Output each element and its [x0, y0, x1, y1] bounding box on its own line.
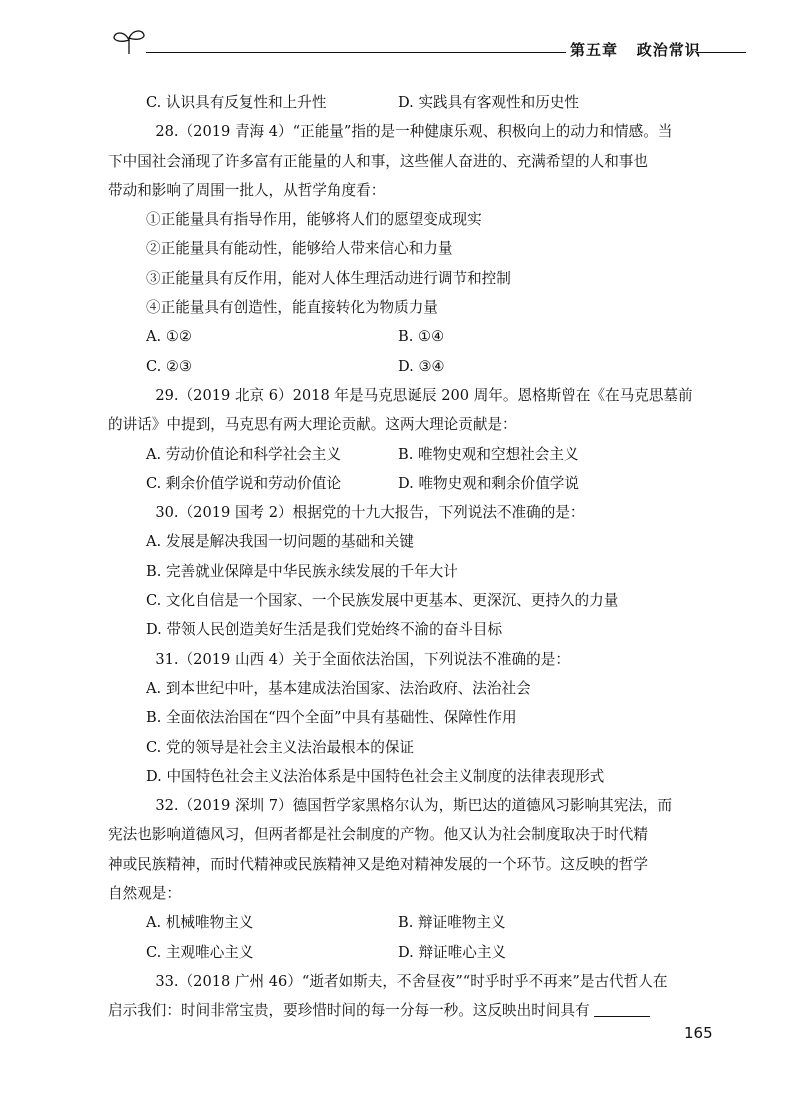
- question-32-line: 自然观是：: [108, 885, 181, 903]
- answer-blank: [594, 998, 650, 1017]
- question-28-line: 下中国社会涌现了许多富有正能量的人和事，这些催人奋进的、充满希望的人和事也: [108, 152, 648, 170]
- question-33-line: 33.（2018 广州 46）“逝者如斯夫，不舍昼夜”“时乎时乎不再来”是古代哲人在: [155, 972, 668, 990]
- option-a: A. 机械唯物主义: [146, 914, 254, 932]
- question-33-text: 启示我们：时间非常宝贵，要珍惜时间的每一分每一秒。这反映出时间具有: [108, 1002, 590, 1020]
- option-c: C. 剩余价值学说和劳动价值论: [146, 474, 342, 492]
- options-row: [146, 938, 694, 967]
- question-32-line: 神或民族精神，而时代精神或民族精神又是绝对精神发展的一个环节。这反映的哲学: [108, 855, 648, 873]
- question-29-line: 29.（2019 北京 6）2018 年是马克思诞辰 200 周年。恩格斯曾在《在马克思墓前: [155, 386, 693, 404]
- question-32-line: 宪法也影响道德风习，但两者都是社会制度的产物。他又认为社会制度取决于时代精: [108, 826, 648, 844]
- question-content: [108, 88, 694, 1026]
- option-b: B. 全面依法治国在“四个全面”中具有基础性、保障性作用: [146, 709, 517, 727]
- section-label: 政治常识: [636, 41, 701, 59]
- options-row: [146, 908, 694, 937]
- option-c: C. 认识具有反复性和上升性: [146, 94, 327, 111]
- option-b: B. 完善就业保障是中华民族永续发展的千年大计: [146, 562, 458, 580]
- option-b: B. 唯物史观和空想社会主义: [398, 445, 579, 463]
- statement-1: ①正能量具有指导作用，能够将人们的愿望变成现实: [146, 211, 482, 229]
- question-32-line: 32.（2019 深圳 7）德国哲学家黑格尔认为，斯巴达的道德风习影响其宪法，而: [155, 797, 673, 815]
- option-a: A. ①②: [146, 328, 192, 346]
- option-c: C. 党的领导是社会主义法治最根本的保证: [146, 738, 415, 756]
- page-number: 165: [684, 1024, 713, 1042]
- option-a: A. 到本世纪中叶，基本建成法治国家、法治政府、法治社会: [146, 679, 531, 697]
- header-rule-left: [146, 52, 566, 53]
- options-row: [146, 352, 694, 381]
- question-30-line: 30.（2019 国考 2）根据党的十九大报告，下列说法不准确的是：: [155, 504, 585, 522]
- option-d: D. 中国特色社会主义法治体系是中国特色社会主义制度的法律表现形式: [146, 767, 605, 785]
- options-row: [146, 440, 694, 469]
- option-a: A. 劳动价值论和科学社会主义: [146, 445, 341, 463]
- chapter-label: 第五章: [570, 41, 619, 59]
- option-b: B. 辩证唯物主义: [398, 914, 506, 932]
- question-28-line: 带动和影响了周围一批人，从哲学角度看：: [108, 181, 386, 199]
- option-d: D. 辩证唯心主义: [398, 943, 507, 961]
- chapter-title: [570, 39, 701, 60]
- option-d: D. 带领人民创造美好生活是我们党始终不渝的奋斗目标: [146, 621, 503, 639]
- option-c: C. 主观唯心主义: [146, 943, 254, 961]
- question-28-line: 28.（2019 青海 4）“正能量”指的是一种健康乐观、积极向上的动力和情感。当: [155, 123, 673, 141]
- option-c: C. ②③: [146, 357, 193, 375]
- option-d: D. 实践具有客观性和历史性: [398, 94, 579, 111]
- page-header: [96, 24, 746, 64]
- option-d: D. 唯物史观和剩余价值学说: [398, 474, 579, 492]
- option-b: B. ①④: [398, 328, 445, 346]
- statement-3: ③正能量具有反作用，能对人体生理活动进行调节和控制: [146, 269, 511, 287]
- header-rule-right: [696, 52, 746, 53]
- question-31-line: 31.（2019 山西 4）关于全面依法治国，下列说法不准确的是：: [155, 650, 570, 668]
- option-d: D. ③④: [398, 357, 445, 375]
- options-row: [146, 322, 694, 351]
- question-33-line: [108, 996, 694, 1025]
- option-a: A. 发展是解决我国一切问题的基础和关键: [146, 533, 414, 551]
- options-row: [146, 469, 694, 498]
- question-29-line: 的讲话》中提到，马克思有两大理论贡献。这两大理论贡献是：: [108, 416, 517, 434]
- statement-2: ②正能量具有能动性，能够给人带来信心和力量: [146, 240, 453, 258]
- sprout-icon: [110, 26, 148, 56]
- options-row: [146, 88, 694, 117]
- option-c: C. 文化自信是一个国家、一个民族发展中更基本、更深沉、更持久的力量: [146, 592, 619, 610]
- statement-4: ④正能量具有创造性，能直接转化为物质力量: [146, 299, 438, 317]
